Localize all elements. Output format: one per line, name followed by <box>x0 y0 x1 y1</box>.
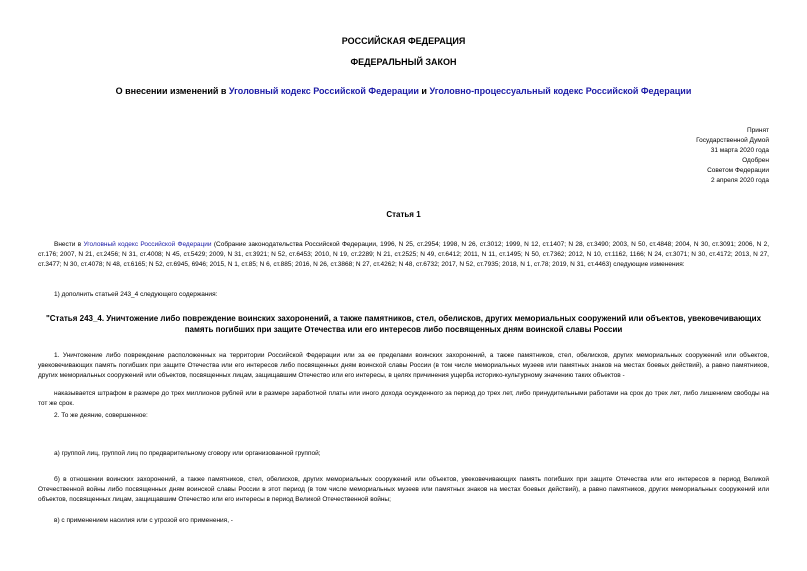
approved-by: Советом Федерации <box>707 167 769 174</box>
criminal-code-link[interactable]: Уголовный кодекс Российской Федерации <box>228 86 419 96</box>
intro-rest: (Собрание законодательства Российской Федерации, 1996, N 25, ст.2954; 1998, N 26, ст.3012; 1999, N 12, ст.1407; N 28, ст.3490; 2003, N 50, ст.4848; 2004, N 30, ст.3091; 2006, N 2, ст.176; 2007, N 21, ст.2456; N 31, ст.4008; N 45, ст.5429; 2009, N 31, ст.3921; N 52, ст.6453; 2010, N 19, ст.2289; N 21, ст.2525; N 49, ст.6412; 2011, N 11, ст.1495; N 50, ст.7362; 2012, N 10, ст.1162, 1166; N 24, ст.3071; N 30, ст.4172; 2013, N 27, ст.3477; N 30, ст.4078; N 48, ст.6165; N 52, ст.6945, 6946; 2015, N 1, ст.85; N 6, ст.885; 2016, N 26, ст.3868; N 27, ст.4262; N 48, ст.6732; 2017, N 52, ст.7935; 2018, N 1, ст.78; 2019, N 31, ст.4463) следующие изменения: <box>38 241 770 268</box>
doc-type-heading: ФЕДЕРАЛЬНЫЙ ЗАКОН <box>350 57 457 67</box>
approved-label: Одобрен <box>742 157 769 164</box>
paragraph-penalty: наказывается штрафом в размере до трех миллионов рублей или в размере заработной платы или иного дохода осужденного за период до трех лет, либо принудительными работами на срок до трех лет, либо лишением свободы на тот же срок. <box>38 390 769 407</box>
paragraph-2: 2. То же деяние, совершенное: <box>54 412 148 419</box>
item-1: 1) дополнить статьей 243_4 следующего содержания: <box>54 291 218 298</box>
approved-date: 2 апреля 2020 года <box>710 177 769 184</box>
criminal-procedure-code-link[interactable]: Уголовно-процессуальный кодекс Российской Федерации <box>429 86 692 96</box>
new-article-title: "Статья 243_4. Уничтожение либо повреждение воинских захоронений, а также памятников, стел, обелисков, других мемориальных сооружений или объектов, увековечивающих память погибших при защите Отечества или его интересов либо посвященных дням воинской славы России <box>45 314 762 334</box>
paragraph-2c: в) с применением насилия или с угрозой его применения, - <box>54 517 233 524</box>
adopted-label: Принят <box>746 127 769 134</box>
country-heading: РОССИЙСКАЯ ФЕДЕРАЦИЯ <box>341 36 466 46</box>
adopted-date: 31 марта 2020 года <box>710 147 769 154</box>
paragraph-2a: а) группой лиц, группой лиц по предварительному сговору или организованной группой; <box>54 450 321 457</box>
title-prefix: О внесении изменений в <box>115 86 229 96</box>
article-heading: Статья 1 <box>386 210 421 219</box>
law-title <box>0 86 807 96</box>
title-mid: и <box>418 86 430 96</box>
adopted-by: Государственной Думой <box>696 137 769 144</box>
paragraph-2b: б) в отношении воинских захоронений, а также памятников, стел, обелисков, других мемориальных сооружений или объектов, увековечивающих память погибших при защите Отечества или его интересов в период Великой Отечественной войны либо посвященных дням воинской славы России в этот период (в том числе мемориальных музеев или памятных знаков на местах боевых действий), а равно памятников, других мемориальных сооружений или объектов, посвященных лицам, защищавшим Отечество или его интересы в период Великой Отечественной войны; <box>38 476 769 503</box>
intro-criminal-code-link[interactable]: Уголовный кодекс Российской Федерации <box>83 241 212 248</box>
intro-prefix: Внести в <box>54 241 84 248</box>
paragraph-1: 1. Уничтожение либо повреждение расположенных на территории Российской Федерации или за ее пределами воинских захоронений, а также памятников, стел, обелисков, других мемориальных сооружений или объектов, увековечивающих память погибших при защите Отечества или его интересов либо посвященных дням воинской славы России (в том числе мемориальных музеев или памятных знаков на местах боевых действий), а равно памятников, других мемориальных сооружений или объектов, посвященных лицам, защищавшим Отечество или его интересы, в целях причинения ущерба историко-культурному значению таких объектов - <box>38 352 769 379</box>
adoption-info <box>696 126 769 186</box>
intro-paragraph <box>38 240 769 270</box>
